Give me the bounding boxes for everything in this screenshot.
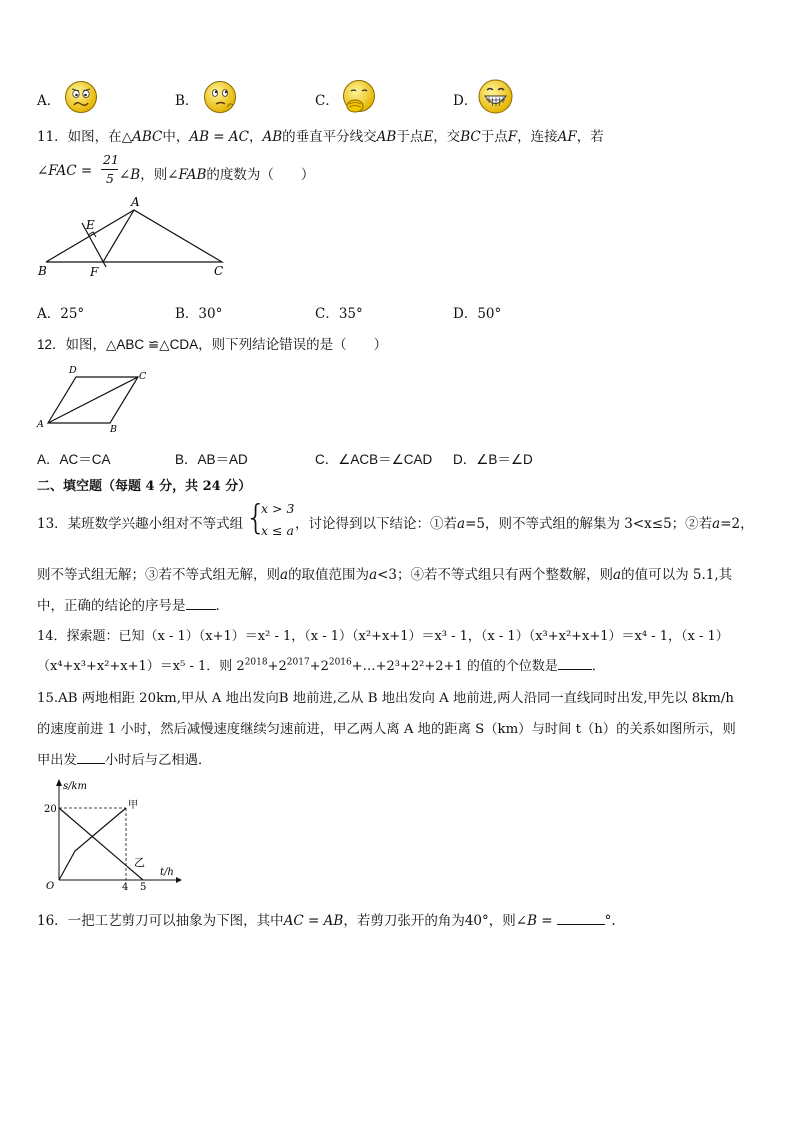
q13-system-brace: { [245,498,267,538]
q12-option-b: B．AB＝AD [175,452,248,467]
q15-graph-ylabel: s/km [63,781,88,792]
q16-math: AC = AB [283,913,344,929]
q12-option-c: C．∠ACB＝∠CAD [315,452,433,467]
q11-math: AF [557,129,577,145]
q11-text: 的垂直平分线交 [282,129,377,145]
q16-line [37,909,616,929]
q12-label-d: D [69,365,77,376]
thinking-face-icon [203,80,237,114]
q11-math: E [423,129,434,145]
q11-text: 于点 [480,129,508,145]
q13-text: <3；④若不等式组只有两个整数解，则 [377,567,614,583]
q14-text: ． [591,659,605,674]
q11-label-e: E [86,218,95,232]
q12-stem: 12．如图，△ABC ≌△CDA，则下列结论错误的是（ ） [37,337,388,352]
q14-text: +2 [309,659,329,674]
q13-text: 的值可以为 5.1,其 [621,567,733,583]
q15-line3 [37,749,211,768]
q14-text: +2 [267,659,287,674]
q13-var-a: a [280,567,289,583]
q11-label-f: F [90,265,99,279]
q11-math: BC [460,129,481,145]
q15-graph-xlabel: t/h [160,867,174,878]
q11-triangle-figure [34,195,234,280]
q14-text: +…+2³+2²+2+1 的值的个位数是 [351,659,558,674]
q15-text: 小时后与乙相遇． [104,753,212,768]
q16-text: ，若剪刀张开的角为 [343,913,465,929]
q13-text: =2， [720,516,754,532]
q11-math: △ABC [121,129,163,145]
q11-text: ，交 [433,129,461,145]
q10-option-a-label: A． [37,93,61,109]
q11-line2-tail [119,163,314,183]
q10-option-d-label: D． [453,93,478,109]
q13-text: 则不等式组无解；③若不等式组无解，则 [37,567,280,583]
q15-graph-tick-4: 4 [122,882,129,893]
q12-label-a: A [37,419,44,430]
q12-parallelogram-figure [34,362,154,434]
q13-text: =5，则不等式组的解集为 3<x≤5；②若 [465,516,713,532]
q13-line2 [37,563,732,583]
q15-graph-tick-5: 5 [140,882,147,893]
q13-text: 中，正确的结论的序号是 [37,598,186,614]
q12-label-b: B [110,424,117,434]
q12-option-a: A．AC＝CA [37,452,111,467]
q11-label-a: A [131,195,140,209]
q13-text: ，讨论得到以下结论：①若 [295,516,457,532]
q16-angle: 40° [464,913,489,929]
q15-graph-label-jia: 甲 [128,800,138,811]
q13-var-a: a [369,567,378,583]
q11-text: 于点 [396,129,424,145]
grinning-face-icon [477,78,514,115]
q11-math: AB [262,129,283,145]
q11-text: 的度数为（ ） [206,167,315,183]
q13-var-a: a [712,516,721,532]
q13-line1-tail [295,512,754,532]
q11-option-c: C．35° [315,306,363,322]
q11-text: ，若 [576,129,604,145]
q11-option-a: A．25° [37,306,85,322]
q11-angle-b: ∠B [119,167,141,183]
q16-text: ，则 [488,913,516,929]
q16-answer-blank[interactable] [557,912,605,925]
q15-graph-label-yi: 乙 [134,856,145,869]
q14-line1: 14．探索题：已知（x - 1）（x+1）＝x² - 1，（x - 1）（x²+x+1）＝x³ - 1，（x - 1）（x³+x²+x+1）＝x⁴ - 1，（x - 1） [37,629,729,644]
q13-var-a: a [457,516,466,532]
q14-exponent: 2018 [244,657,268,668]
section-title: 二、填空题（每题 4 分，共 24 分） [37,479,252,494]
q14-exponent: 2016 [328,657,352,668]
q15-line1: 15.AB 两地相距 20km,甲从 A 地出发向B 地前进,乙从 B 地出发向 A 地前进,两人沿同一直线同时出发,甲先以 8km/h [37,691,734,706]
q14-line2 [37,655,605,674]
q16-text: 16．一把工艺剪刀可以抽象为下图，其中 [37,913,284,929]
q15-line2: 的速度前进 1 小时，然后减慢速度继续匀速前进，甲乙两人离 A 地的距离 S（km）与时间 t（h）的关系如图所示，则 [37,722,736,737]
q13-inequality-1: x > 3 [261,501,295,516]
q11-fraction-denominator: 5 [106,171,114,186]
q13-text: 13．某班数学兴趣小组对不等式组 [37,516,244,532]
q12-option-d: D．∠B＝∠D [453,452,533,467]
q13-var-a: a [613,567,622,583]
q11-option-b: B．30° [175,306,223,322]
q15-distance-time-graph [34,774,194,894]
q11-math: AB = AC [189,129,249,145]
q15-text: 甲出发 [37,753,77,768]
q11-label-c: C [214,264,224,278]
q11-angle-fab: ∠FAB [167,167,207,183]
q11-text: ， [248,129,263,145]
q11-math: F [507,129,518,145]
worried-face-icon [64,80,98,114]
q13-line1 [37,499,767,543]
q13-inequality-2: x ≤ a [261,523,294,538]
q13-text: ． [215,598,229,614]
q10-option-c-label: C． [315,93,339,109]
q11-line1 [37,125,604,145]
q11-text: 中， [162,129,190,145]
q11-math: AB [376,129,397,145]
q11-text: ，则 [140,167,168,183]
q16-text: °. [604,913,616,929]
q10-option-b-label: B． [175,93,199,109]
q11-option-d: D．50° [453,306,502,322]
q15-graph-tick-20: 20 [44,804,57,815]
q11-label-b: B [38,264,47,278]
q11-text: ，连接 [517,129,558,145]
q11-fraction-numerator: 21 [103,152,119,167]
q13-line3 [37,594,229,614]
q13-text: 的取值范围为 [288,567,370,583]
q10-options [0,78,794,118]
q11-angle-fac: ∠FAC = [37,163,93,179]
face-with-hand-icon [341,79,377,115]
q12-label-c: C [139,371,147,382]
q14-text: （x⁴+x³+x²+x+1）＝x⁵ - 1．则 2 [37,659,245,674]
q15-answer-blank[interactable] [77,751,105,764]
q16-angle-b: ∠B = [515,913,553,929]
q15-graph-origin: O [46,881,55,892]
q14-exponent: 2017 [286,657,310,668]
q11-number: 11．如图，在 [37,129,122,145]
q11-fraction-bar [101,169,118,170]
q14-answer-blank[interactable] [558,657,592,670]
q13-answer-blank[interactable] [186,597,216,610]
